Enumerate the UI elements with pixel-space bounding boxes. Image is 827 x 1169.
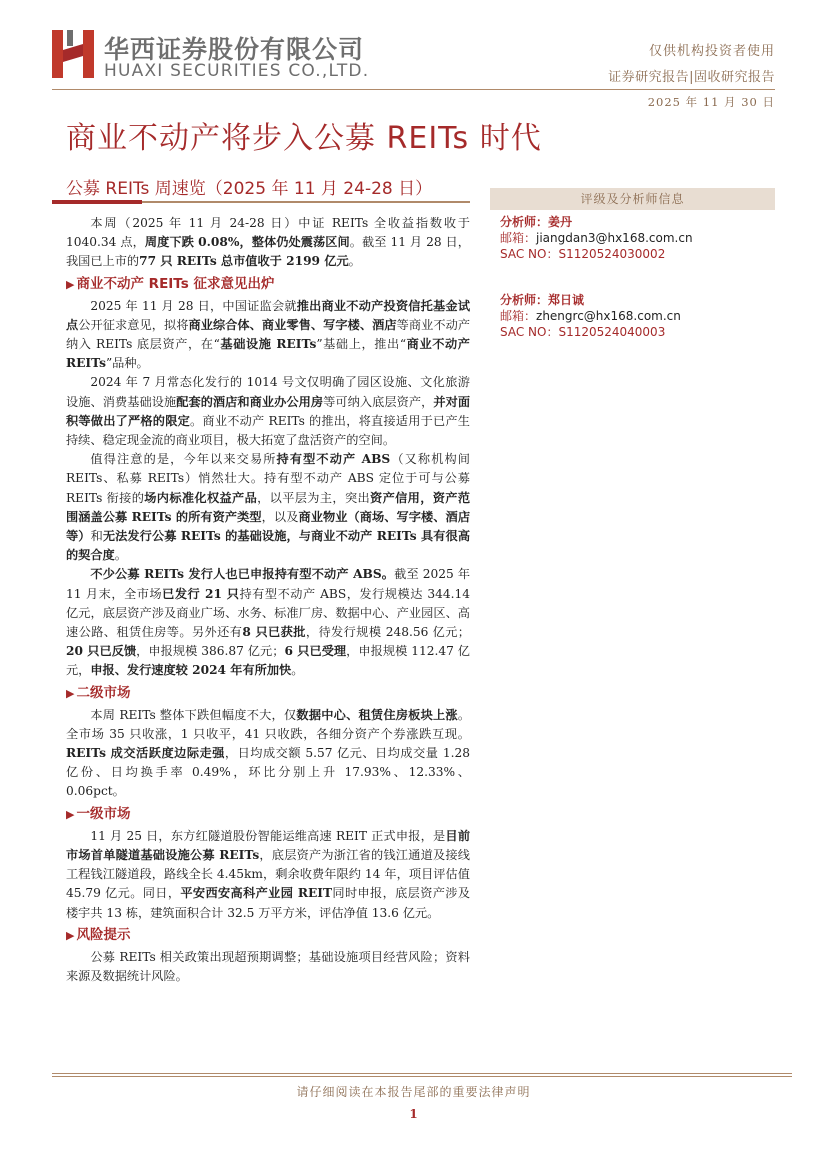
section-heading-secondary-market: ▶ 二级市场 [66,684,131,701]
report-body [66,214,470,986]
subtitle-underline-accent [52,200,142,204]
analyst-card [500,292,780,340]
triangle-bullet-icon: ▶ [66,928,75,942]
triangle-bullet-icon: ▶ [66,807,75,821]
intro-paragraph: 本周（2025 年 11 月 24-28 日）中证 REITs 全收益指数收于 1040.34 点，周度下跌 0.08%，整体仍处震荡区间。截至 11 月 28 日，我国已上市的77 只 REITs 总市值收于 2199 亿元。 [66,216,470,269]
page-number: 1 [409,1107,418,1121]
analyst-info-heading: 评级及分析师信息 [490,188,775,210]
report-title: 商业不动产将步入公募 REITs 时代 [66,121,542,156]
report-type: 证券研究报告|固收研究报告 [608,70,775,85]
footer-divider [52,1073,792,1074]
paragraph: 值得注意的是，今年以来交易所持有型不动产 ABS（又称机构间 REITs、私募 REITs）悄然壮大。持有型不动产 ABS 定位于可与公募 REITs 衔接的场内标准化权益产品，以平层为主，突出资产信用，资产范围涵盖公募 REITs 的所有资产类型，以及商业物业（商场、写字楼、酒店等）和无法发行公募 REITs 的基础设施，与商业不动产 REITs 具有很高的契合度。 [66,452,471,563]
analyst-email[interactable]: zhengrc@hx168.com.cn [536,309,681,323]
analyst-sac: SAC NO：S1120524040003 [500,325,666,339]
footer-divider [52,1076,792,1077]
report-date: 2025 年 11 月 30 日 [647,95,775,109]
triangle-bullet-icon: ▶ [66,686,75,700]
legal-disclaimer-note: 请仔细阅读在本报告尾部的重要法律声明 [296,1085,531,1099]
section-heading-commercial-reits: ▶ 商业不动产 REITs 征求意见出炉 [66,275,275,292]
paragraph: 公募 REITs 相关政策出现超预期调整；基础设施项目经营风险；资料来源及数据统计风险。 [66,949,470,983]
analyst-card [500,214,780,262]
triangle-bullet-icon: ▶ [66,277,75,291]
company-name-en: HUAXI SECURITIES CO.,LTD. [104,61,370,81]
analyst-name: 分析师：郑日诚 [500,293,585,307]
analyst-sac: SAC NO：S1120524030002 [500,247,666,261]
analyst-email[interactable]: jiangdan3@hx168.com.cn [536,231,693,245]
email-label: 邮箱： [500,309,537,323]
report-subtitle: 公募 REITs 周速览（2025 年 11 月 24-28 日） [66,179,433,199]
company-name-cn: 华西证券股份有限公司 [104,35,365,64]
paragraph: 2025 年 11 月 28 日，中国证监会就推出商业不动产投资信托基金试点公开征求意见，拟将商业综合体、商业零售、写字楼、酒店等商业不动产纳入 REITs 底层资产，在“基础设施 REITs”基础上，推出“商业不动产 REITs”品种。 [66,298,471,371]
paragraph: 不少公募 REITs 发行人也已申报持有型不动产 ABS。截至 2025 年 11 月末，全市场已发行 21 只持有型不动产 ABS，发行规模达 344.14 亿元，底层资产涉及商业广场、水务、标准厂房、数据中心、产业园区、高速公路、租赁住房等。另外还有8 只已获批，待发行规模 248.56 亿元；20 只已反馈，申报规模 386.87 亿元；6 只已受理，申报规模 112.47 亿元，申报、发行速度较 2024 年有所加快。 [66,567,471,678]
company-logo-icon [52,30,94,78]
section-heading-primary-market: ▶ 一级市场 [66,805,131,822]
paragraph: 2024 年 7 月常态化发行的 1014 号文仅明确了园区设施、文化旅游设施、消费基础设施配套的酒店和商业办公用房等可纳入底层资产，并对面积等做出了严格的限定。商业不动产 REITs 的推出，将直接适用于已产生持续、稳定现金流的商业项目，极大拓宽了盘活资产的空间。 [66,375,471,448]
email-label: 邮箱： [500,231,537,245]
header-divider [52,89,775,90]
section-heading-risk: ▶ 风险提示 [66,926,131,943]
paragraph: 本周 REITs 整体下跌但幅度不大，仅数据中心、租赁住房板块上涨。全市场 35 只收涨，1 只收平，41 只收跌，各细分资产个券涨跌互现。REITs 成交活跃度边际走强，日均成交额 5.57 亿元、日均成交量 1.28 亿份、日均换手率 0.49%，环比分别上升 17.93%、12.33%、0.06pct。 [66,707,471,799]
analyst-name: 分析师：姜丹 [500,215,573,229]
paragraph: 11 月 25 日，东方红隧道股份智能运维高速 REIT 正式申报，是目前市场首单隧道基础设施公募 REITs，底层资产为浙江省的钱江通道及接线工程钱江隧道段，路线全长 4.45km，剩余收费年限约 14 年，项目评估值 45.79 亿元。同日，平安西安高科产业园 REIT同时申报，底层资产涉及楼宇共 13 栋，建筑面积合计 32.5 万平方米，评估净值 13.6 亿元。 [66,828,471,920]
audience-note: 仅供机构投资者使用 [648,44,775,59]
